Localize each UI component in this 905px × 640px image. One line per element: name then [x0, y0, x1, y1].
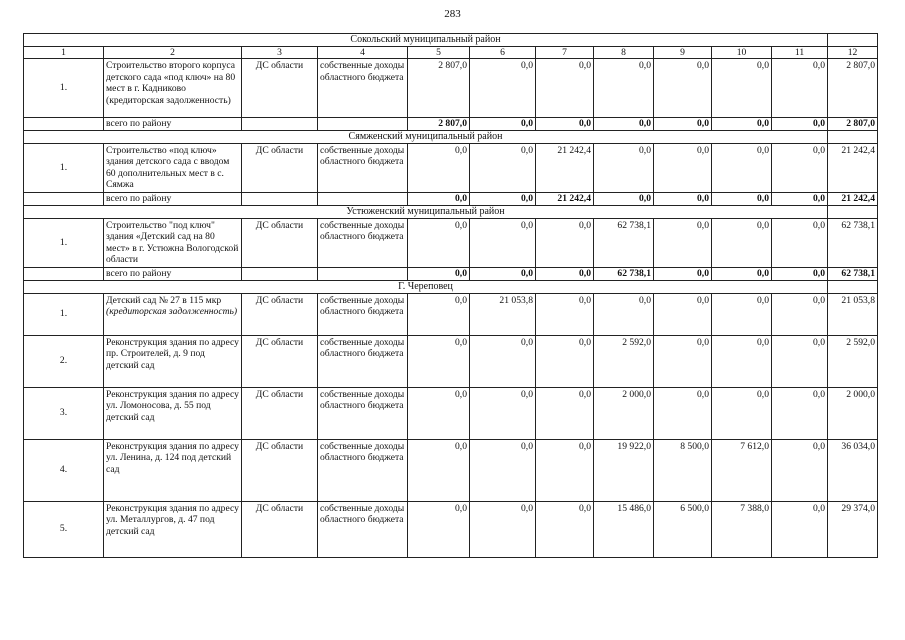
section-title: Устюженский муниципальный район [24, 205, 828, 218]
total-empty-cell [242, 192, 318, 205]
value-v5: 0,0 [408, 439, 470, 501]
total-v5: 0,0 [408, 192, 470, 205]
column-number-row [24, 47, 878, 59]
funding-source: собственные доходы областного бюджета [318, 143, 408, 192]
value-v6: 0,0 [470, 335, 536, 387]
column-number: 11 [772, 47, 828, 59]
responsible-org: ДС области [242, 59, 318, 118]
section-title-empty-cell [828, 205, 878, 218]
total-v10: 0,0 [712, 118, 772, 131]
value-v12: 21 242,4 [828, 143, 878, 192]
value-v11: 0,0 [772, 293, 828, 335]
value-v10: 0,0 [712, 59, 772, 118]
value-v10: 0,0 [712, 218, 772, 267]
row-number: 5. [24, 501, 104, 557]
district-total-row [24, 192, 878, 205]
value-v9: 0,0 [654, 293, 712, 335]
total-v11: 0,0 [772, 192, 828, 205]
value-v9: 8 500,0 [654, 439, 712, 501]
responsible-org: ДС области [242, 143, 318, 192]
total-v12: 21 242,4 [828, 192, 878, 205]
total-empty-cell [318, 267, 408, 280]
object-name-cell [104, 59, 242, 118]
value-v5: 2 807,0 [408, 59, 470, 118]
table-row [24, 387, 878, 439]
value-v10: 7 388,0 [712, 501, 772, 557]
object-name-cell [104, 387, 242, 439]
object-name-cell [104, 293, 242, 335]
value-v12: 21 053,8 [828, 293, 878, 335]
object-name-cell [104, 218, 242, 267]
total-empty-cell [318, 192, 408, 205]
value-v11: 0,0 [772, 335, 828, 387]
table-row [24, 439, 878, 501]
value-v6: 21 053,8 [470, 293, 536, 335]
total-v9: 0,0 [654, 267, 712, 280]
object-name-note: (кредиторская задолженность) [106, 306, 238, 318]
value-v6: 0,0 [470, 59, 536, 118]
column-number: 10 [712, 47, 772, 59]
funding-source: собственные доходы областного бюджета [318, 59, 408, 118]
table-row [24, 59, 878, 118]
total-v12: 62 738,1 [828, 267, 878, 280]
total-v10: 0,0 [712, 192, 772, 205]
total-label: всего по району [104, 192, 242, 205]
value-v8: 2 000,0 [594, 387, 654, 439]
table-row [24, 501, 878, 557]
column-number: 2 [104, 47, 242, 59]
responsible-org: ДС области [242, 218, 318, 267]
total-v11: 0,0 [772, 267, 828, 280]
value-v12: 2 000,0 [828, 387, 878, 439]
total-v11: 0,0 [772, 118, 828, 131]
row-number: 4. [24, 439, 104, 501]
value-v6: 0,0 [470, 218, 536, 267]
section-title-empty-cell [828, 34, 878, 47]
column-number: 12 [828, 47, 878, 59]
total-v5: 0,0 [408, 267, 470, 280]
row-number: 2. [24, 335, 104, 387]
object-name-cell [104, 335, 242, 387]
section-title: Г. Череповец [24, 280, 828, 293]
value-v12: 62 738,1 [828, 218, 878, 267]
value-v5: 0,0 [408, 335, 470, 387]
value-v7: 21 242,4 [536, 143, 594, 192]
value-v8: 15 486,0 [594, 501, 654, 557]
budget-table [23, 33, 878, 558]
total-empty-cell [242, 267, 318, 280]
value-v8: 62 738,1 [594, 218, 654, 267]
column-number: 4 [318, 47, 408, 59]
value-v11: 0,0 [772, 501, 828, 557]
total-v7: 0,0 [536, 118, 594, 131]
section-title: Сокольский муниципальный район [24, 34, 828, 47]
table-row [24, 293, 878, 335]
district-total-row [24, 267, 878, 280]
total-empty-cell [24, 118, 104, 131]
total-v7: 0,0 [536, 267, 594, 280]
value-v10: 0,0 [712, 335, 772, 387]
section-title-row [24, 205, 878, 218]
object-name: Строительство "под ключ" здания «Детский сад на 80 мест» в г. Устюжна Вологодской области [106, 219, 239, 266]
total-label: всего по району [104, 267, 242, 280]
responsible-org: ДС области [242, 501, 318, 557]
value-v7: 0,0 [536, 335, 594, 387]
value-v9: 0,0 [654, 59, 712, 118]
row-number: 1. [24, 218, 104, 267]
value-v8: 19 922,0 [594, 439, 654, 501]
value-v8: 0,0 [594, 293, 654, 335]
column-number: 7 [536, 47, 594, 59]
value-v12: 29 374,0 [828, 501, 878, 557]
value-v8: 0,0 [594, 59, 654, 118]
row-number: 3. [24, 387, 104, 439]
total-empty-cell [24, 267, 104, 280]
value-v12: 2 807,0 [828, 59, 878, 118]
total-v9: 0,0 [654, 118, 712, 131]
value-v11: 0,0 [772, 59, 828, 118]
funding-source: собственные доходы областного бюджета [318, 293, 408, 335]
column-number: 9 [654, 47, 712, 59]
total-empty-cell [24, 192, 104, 205]
responsible-org: ДС области [242, 439, 318, 501]
value-v9: 6 500,0 [654, 501, 712, 557]
total-empty-cell [242, 118, 318, 131]
section-title-empty-cell [828, 130, 878, 143]
total-v6: 0,0 [470, 192, 536, 205]
row-number: 1. [24, 293, 104, 335]
value-v11: 0,0 [772, 143, 828, 192]
table-row [24, 218, 878, 267]
value-v10: 0,0 [712, 293, 772, 335]
value-v11: 0,0 [772, 439, 828, 501]
object-name-cell [104, 501, 242, 557]
object-name: Детский сад № 27 в 115 мкр [106, 294, 222, 306]
total-label: всего по району [104, 118, 242, 131]
total-v5: 2 807,0 [408, 118, 470, 131]
value-v11: 0,0 [772, 218, 828, 267]
value-v10: 7 612,0 [712, 439, 772, 501]
value-v5: 0,0 [408, 293, 470, 335]
row-number: 1. [24, 143, 104, 192]
section-title-empty-cell [828, 280, 878, 293]
row-number: 1. [24, 59, 104, 118]
total-v10: 0,0 [712, 267, 772, 280]
total-v9: 0,0 [654, 192, 712, 205]
value-v12: 2 592,0 [828, 335, 878, 387]
object-name: Строительство второго корпуса детского сада «под ключ» на 80 мест в г. Кадниково (кредиторская задолженность) [106, 60, 236, 106]
responsible-org: ДС области [242, 387, 318, 439]
value-v7: 0,0 [536, 59, 594, 118]
funding-source: собственные доходы областного бюджета [318, 439, 408, 501]
total-v6: 0,0 [470, 118, 536, 131]
value-v8: 2 592,0 [594, 335, 654, 387]
value-v10: 0,0 [712, 387, 772, 439]
table-row [24, 335, 878, 387]
object-name: Реконструкция здания по адресу ул. Ленина, д. 124 под детский сад [106, 440, 239, 475]
object-name-cell [104, 439, 242, 501]
column-number: 5 [408, 47, 470, 59]
value-v6: 0,0 [470, 387, 536, 439]
total-v8: 0,0 [594, 192, 654, 205]
value-v7: 0,0 [536, 501, 594, 557]
table-row [24, 143, 878, 192]
value-v8: 0,0 [594, 143, 654, 192]
value-v5: 0,0 [408, 218, 470, 267]
value-v12: 36 034,0 [828, 439, 878, 501]
object-name-cell [104, 143, 242, 192]
value-v9: 0,0 [654, 218, 712, 267]
value-v7: 0,0 [536, 387, 594, 439]
column-number: 3 [242, 47, 318, 59]
value-v7: 0,0 [536, 439, 594, 501]
value-v5: 0,0 [408, 387, 470, 439]
object-name: Реконструкция здания по адресу ул. Ломоносова, д. 55 под детский сад [106, 388, 239, 423]
funding-source: собственные доходы областного бюджета [318, 218, 408, 267]
column-number: 8 [594, 47, 654, 59]
page-number: 283 [444, 8, 461, 20]
value-v6: 0,0 [470, 439, 536, 501]
object-name: Строительство «под ключ» здания детского сада с вводом 60 дополнительных мест в с. Сямжа [106, 144, 230, 191]
object-name: Реконструкция здания по адресу ул. Металлургов, д. 47 под детский сад [106, 502, 239, 537]
district-total-row [24, 118, 878, 131]
value-v5: 0,0 [408, 501, 470, 557]
section-title: Сямженский муниципальный район [24, 130, 828, 143]
column-number: 1 [24, 47, 104, 59]
funding-source: собственные доходы областного бюджета [318, 387, 408, 439]
section-title-row [24, 280, 878, 293]
object-name: Реконструкция здания по адресу пр. Строителей, д. 9 под детский сад [106, 336, 239, 371]
column-number: 6 [470, 47, 536, 59]
value-v6: 0,0 [470, 143, 536, 192]
responsible-org: ДС области [242, 335, 318, 387]
total-v12: 2 807,0 [828, 118, 878, 131]
total-v7: 21 242,4 [536, 192, 594, 205]
funding-source: собственные доходы областного бюджета [318, 335, 408, 387]
total-v6: 0,0 [470, 267, 536, 280]
total-v8: 0,0 [594, 118, 654, 131]
value-v9: 0,0 [654, 335, 712, 387]
funding-source: собственные доходы областного бюджета [318, 501, 408, 557]
section-title-row [24, 34, 878, 47]
value-v9: 0,0 [654, 387, 712, 439]
total-empty-cell [318, 118, 408, 131]
value-v11: 0,0 [772, 387, 828, 439]
value-v6: 0,0 [470, 501, 536, 557]
total-v8: 62 738,1 [594, 267, 654, 280]
value-v10: 0,0 [712, 143, 772, 192]
value-v7: 0,0 [536, 218, 594, 267]
section-title-row [24, 130, 878, 143]
value-v7: 0,0 [536, 293, 594, 335]
value-v9: 0,0 [654, 143, 712, 192]
value-v5: 0,0 [408, 143, 470, 192]
responsible-org: ДС области [242, 293, 318, 335]
